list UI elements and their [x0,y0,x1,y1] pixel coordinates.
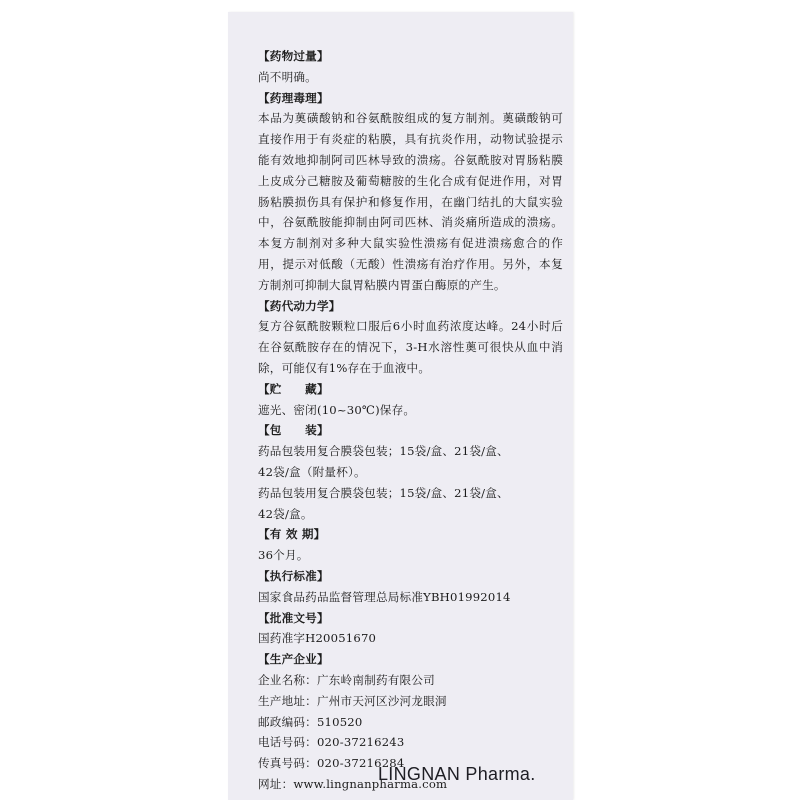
package-line: 42袋/盒（附量杯）。 [258,464,366,479]
manufacturer-name: 企业名称：广东岭南制药有限公司 [258,672,435,687]
standard-text: 国家食品药品监督管理总局标准YBH01992014 [258,589,511,604]
pharmacology-text: 本品为薁磺酸钠和谷氨酰胺组成的复方制剂。薁磺酸钠可直接作用于有炎症的粘膜，具有抗炎作用，动物试验提示能有效地抑制阿司匹林导致的溃疡。谷氨酰胺对胃肠粘膜上皮成分己糖胺及葡萄糖胺的生化合成有促进作用，对胃肠粘膜损伤具有保护和修复作用，在幽门结扎的大鼠实验中，谷氨酰胺能抑制由阿司匹林、消炎痛所造成的溃疡。本复方制剂对多种大鼠实验性溃疡有促进溃疡愈合的作用，提示对低酸（无酸）性溃疡有治疗作用。另外，本复方制剂可抑制大鼠胃粘膜内胃蛋白酶原的产生。 [258,111,563,292]
pharmacokinetics-heading: 【药代动力学】 [258,298,341,313]
package-line: 42袋/盒。 [258,506,313,521]
validity-text: 36个月。 [258,548,309,563]
manufacturer-postcode: 邮政编码：510520 [258,714,363,729]
storage-text: 遮光、密闭(10~30℃)保存。 [258,402,416,417]
standard-heading: 【执行标准】 [258,568,329,583]
package-line: 药品包装用复合膜袋包装；15袋/盒、21袋/盒、 [258,444,509,459]
overdose-heading: 【药物过量】 [258,49,329,63]
overdose-text: 尚不明确。 [258,69,317,84]
brand-logo: LINGNAN Pharma. [378,764,536,784]
approval-text: 国药准字H20051670 [258,631,377,646]
pharmacokinetics-text: 复方谷氨酰胺颗粒口服后6小时血药浓度达峰。24小时后在谷氨酰胺存在的情况下，3-H水溶性薁可很快从血中消除，可能仅有1%存在于血液中。 [258,319,563,375]
leaflet-content [258,46,563,795]
validity-heading: 【有 效 期】 [258,527,326,542]
manufacturer-heading: 【生产企业】 [258,652,329,667]
storage-heading: 【贮 藏】 [258,381,329,396]
manufacturer-fax: 传真号码：020-37216284 [258,756,405,771]
manufacturer-website: 网址：www.lingnanpharma.com [258,776,448,791]
manufacturer-phone: 电话号码：020-37216243 [258,735,405,750]
leaflet-sheet [228,12,573,800]
package-heading: 【包 装】 [258,423,329,438]
pharmacology-heading: 【药理毒理】 [258,90,329,105]
approval-heading: 【批准文号】 [258,610,329,625]
package-line: 药品包装用复合膜袋包装；15袋/盒、21袋/盒、 [258,485,509,500]
manufacturer-address: 生产地址：广州市天河区沙河龙眼洞 [258,693,447,708]
